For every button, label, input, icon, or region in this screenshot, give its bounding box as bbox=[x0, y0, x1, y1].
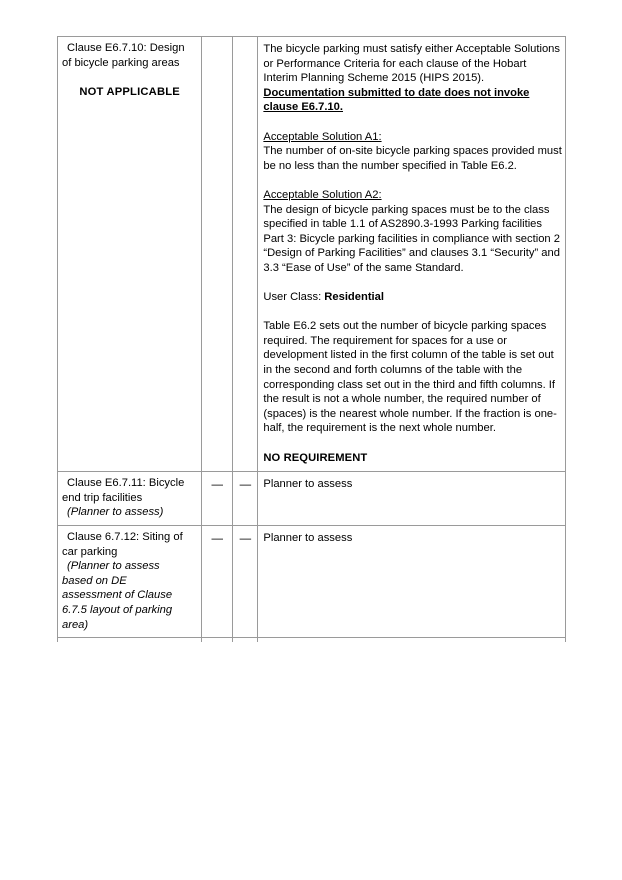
table-row bbox=[58, 526, 566, 638]
clause-cell bbox=[58, 526, 202, 638]
status-badge: NOT APPLICABLE bbox=[79, 85, 180, 98]
clause-cell bbox=[58, 37, 202, 472]
acceptable-solution-a1-text: The number of on-site bicycle parking spaces provided must be no less than the number specified in Table E6.2. bbox=[263, 145, 562, 172]
mark-cell-b bbox=[233, 526, 258, 638]
clause-note: (Planner to assess) bbox=[67, 506, 164, 519]
spacer bbox=[263, 436, 562, 451]
mark-b bbox=[233, 37, 257, 47]
mark-cell-a-partial bbox=[202, 638, 233, 643]
clause-note-line5: area) bbox=[62, 618, 89, 631]
mark-a: — bbox=[211, 533, 224, 545]
assessment-table bbox=[57, 36, 566, 642]
mark-b: — bbox=[239, 533, 252, 545]
assessment-text: Planner to assess bbox=[263, 478, 353, 491]
table-row-partial bbox=[58, 638, 566, 643]
clause-cell-partial bbox=[58, 638, 202, 643]
conclusion-statement: NO REQUIREMENT bbox=[263, 451, 368, 464]
spacer bbox=[263, 276, 562, 291]
mark-cell-b bbox=[233, 37, 258, 472]
user-class-line bbox=[263, 290, 562, 305]
user-class-value: Residential bbox=[324, 291, 384, 304]
intro-paragraph: The bicycle parking must satisfy either Acceptable Solutions or Performance Criteria for each clause of the Hobart Interim Planning Scheme 2015 (HIPS 2015). bbox=[263, 43, 560, 85]
table-row bbox=[58, 472, 566, 526]
mark-a: — bbox=[211, 479, 224, 492]
assessment-cell bbox=[258, 526, 566, 638]
mark-cell-a bbox=[202, 37, 233, 472]
clause-note-line1: (Planner to assess bbox=[67, 560, 160, 573]
mark-cell-a bbox=[202, 526, 233, 638]
table-row bbox=[58, 37, 566, 472]
mark-cell-b-partial bbox=[233, 638, 258, 643]
clause-title-line2: end trip facilities bbox=[62, 491, 143, 504]
acceptable-solution-a1-heading: Acceptable Solution A1: bbox=[263, 130, 382, 143]
clause-title-line2: car parking bbox=[62, 545, 118, 558]
mark-cell-b bbox=[233, 472, 258, 526]
clause-note-line2: based on DE bbox=[62, 574, 127, 587]
spacer bbox=[62, 70, 197, 85]
assessment-text: Planner to assess bbox=[263, 532, 353, 544]
clause-note-line4: 6.7.5 layout of parking bbox=[62, 603, 173, 616]
assessment-cell bbox=[258, 37, 566, 472]
clause-cell bbox=[58, 472, 202, 526]
mark-b: — bbox=[239, 479, 252, 492]
spacer bbox=[263, 305, 562, 320]
acceptable-solution-a2-text: The design of bicycle parking spaces must be to the class specified in table 1.1 of AS2890.3-1993 Parking facilities Part 3: Bicycle parking facilities in compliance with section 2 “Design of Parking Facilities” and clauses 3.1 “Security” and 3.3 “Ease of Use” of the same Standard. bbox=[263, 203, 560, 274]
clause-title-line1: Clause E6.7.11: Bicycle bbox=[67, 477, 185, 490]
clause-note-line3: assessment of Clause bbox=[62, 589, 173, 602]
user-class-label: User Class: bbox=[263, 291, 322, 304]
spacer bbox=[263, 173, 562, 188]
assessment-cell-partial bbox=[258, 638, 566, 643]
clause-title-line1: Clause 6.7.12: Siting of bbox=[67, 531, 183, 543]
spacer bbox=[263, 115, 562, 130]
mark-cell-a bbox=[202, 472, 233, 526]
clause-title-line2: of bicycle parking areas bbox=[62, 56, 180, 69]
assessment-cell bbox=[258, 472, 566, 526]
clause-title-line1: Clause E6.7.10: Design bbox=[67, 42, 185, 54]
table-e62-note: Table E6.2 sets out the number of bicycle parking spaces required. The requirement for spaces for a use or development listed in the first column of the table is set out in the second and forth columns of the table with the corresponding class set out in the third and fifth columns. If the result is not a whole number, the required number of (spaces) is the nearest whole number. If the fraction is one-half, the requirement is the next whole number. bbox=[263, 320, 557, 435]
mark-a bbox=[202, 37, 232, 47]
acceptable-solution-a2-heading: Acceptable Solution A2: bbox=[263, 188, 382, 201]
intro-emphasis: Documentation submitted to date does not invoke clause E6.7.10. bbox=[263, 86, 530, 114]
